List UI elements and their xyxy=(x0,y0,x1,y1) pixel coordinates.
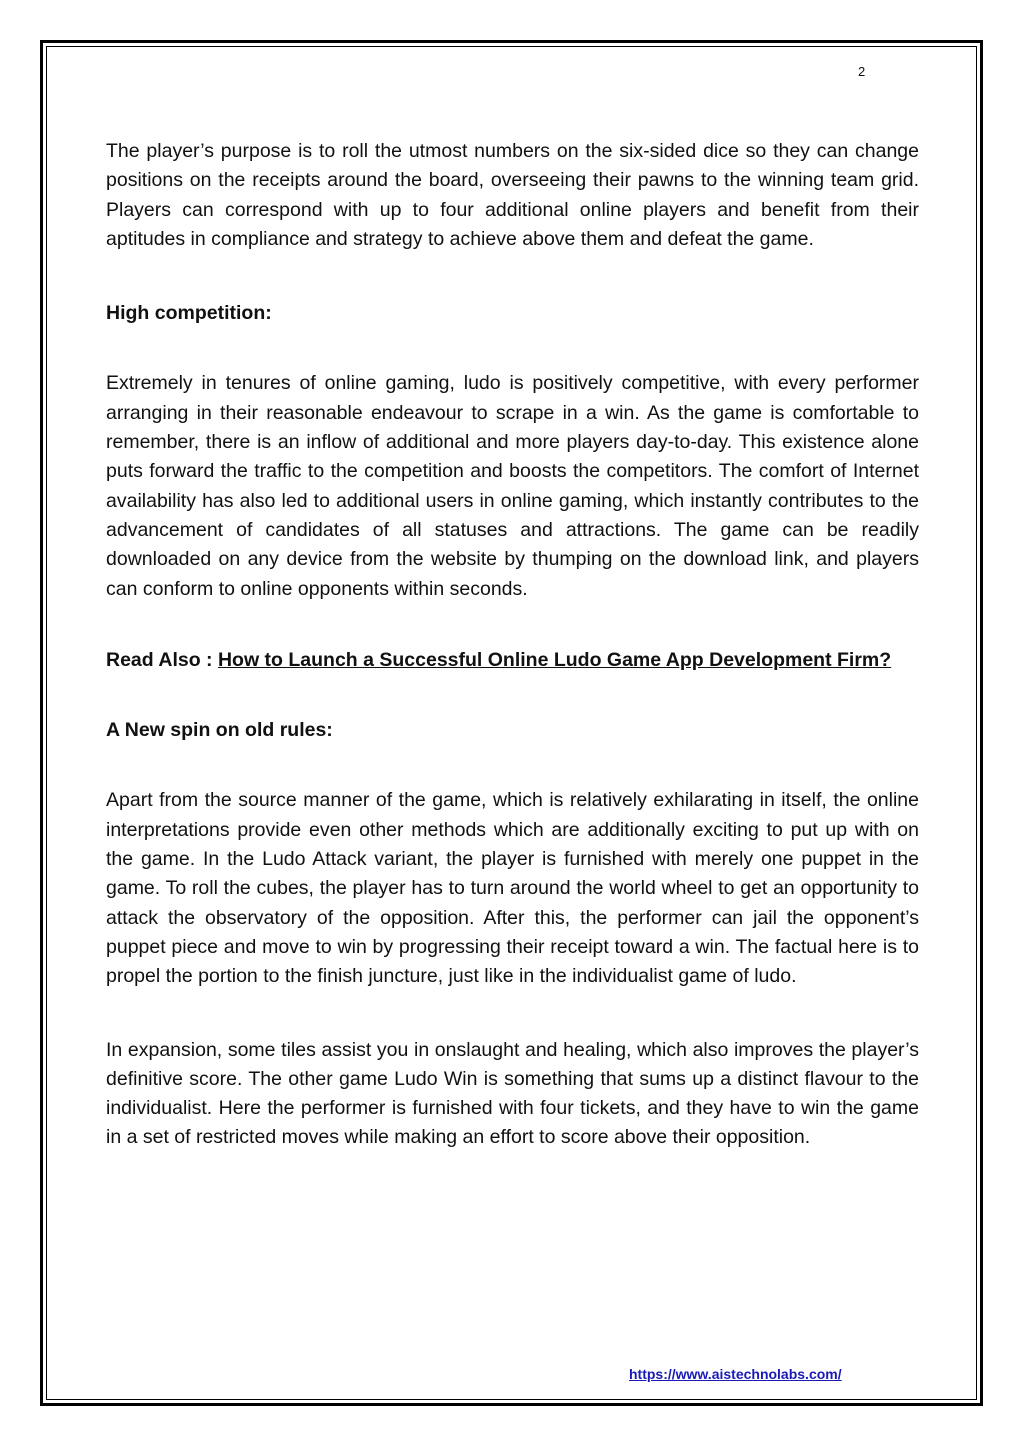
read-also-label: Read Also : xyxy=(106,648,213,671)
new-spin-paragraph: Apart from the source manner of the game, which is relatively exhilarating in itself, the online interpretations provide even other methods which are additionally exciting to put up with on the game. In the Ludo Attack variant, the player is furnished with merely one puppet in the game. To roll the cubes, the player has to turn around the world wheel to get an opportunity to attack the observatory of the opposition. After this, the performer can jail the opponent’s puppet piece and move to win by progressing their receipt toward a win. The factual here is to propel the portion to the finish juncture, just like in the individualist game of ludo. xyxy=(106,789,919,988)
read-also xyxy=(106,646,919,675)
expansion-paragraph: In expansion, some tiles assist you in onslaught and healing, which also improves the player’s definitive score. The other game Ludo Win is something that sums up a distinct flavour to the individualist. Here the performer is furnished with four tickets, and they have to win the game in a set of restricted moves while making an effort to score above their opposition. xyxy=(106,1038,919,1149)
intro-paragraph: The player’s purpose is to roll the utmost numbers on the six-sided dice so they can change positions on the receipts around the board, overseeing their pawns to the winning team grid. Players can correspond with up to four additional online players and benefit from their aptitudes in compliance and strategy to achieve above them and defeat the game. xyxy=(106,140,919,250)
competition-paragraph: Extremely in tenures of online gaming, ludo is positively competitive, with every performer arranging in their reasonable endeavour to scrape in a win. As the game is comfortable to remember, there is an inflow of additional and more players day-to-day. This existence alone puts forward the traffic to the competition and boosts the competitors. The comfort of Internet availability has also led to additional users in online gaming, which instantly contributes to the advancement of candidates of all statuses and attractions. The game can be readily downloaded on any device from the website by thumping on the download link, and players can conform to online opponents within seconds. xyxy=(106,372,919,600)
footer-website-link[interactable]: https://www.aistechnolabs.com/ xyxy=(629,1366,842,1382)
heading-high-competition: High competition: xyxy=(106,302,272,325)
document-body xyxy=(106,137,919,1153)
heading-new-spin: A New spin on old rules: xyxy=(106,719,333,742)
page-number: 2 xyxy=(858,64,866,79)
read-also-link[interactable]: How to Launch a Successful Online Ludo Game App Development Firm? xyxy=(217,648,892,671)
